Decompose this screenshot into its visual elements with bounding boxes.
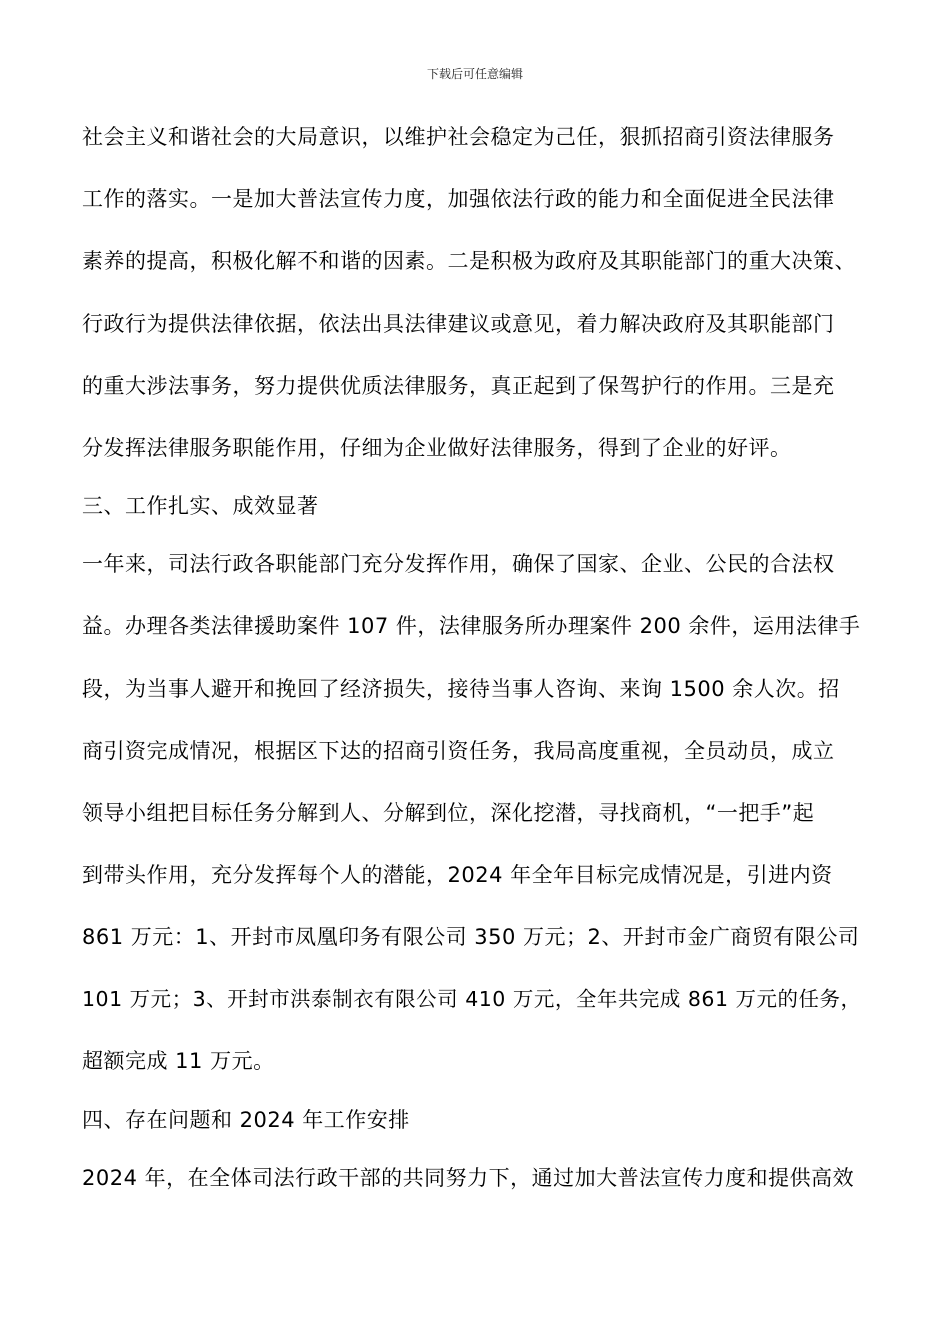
text-line: 的重大涉法事务，努力提供优质法律服务，真正起到了保驾护行的作用。三是充 [82,374,835,398]
text-line: 领导小组把目标任务分解到人、分解到位，深化挖潜，寻找商机，“一把手”起 [82,801,815,825]
text-line: 超额完成 11 万元。 [82,1049,275,1073]
page-header: 下载后可任意编辑 [426,67,523,81]
text-line: 素养的提高，积极化解不和谐的因素。二是积极为政府及其职能部门的重大决策、 [82,249,856,273]
text-line: 861 万元：1、开封市凤凰印务有限公司 350 万元；2、开封市金广商贸有限公司 [82,925,860,949]
section-heading: 四、存在问题和 2024 年工作安排 [82,1108,410,1132]
section-heading: 三、工作扎实、成效显著 [82,494,319,518]
text-line: 到带头作用，充分发挥每个人的潜能，2024 年全年目标完成情况是，引进内资 [82,863,833,887]
text-line: 101 万元；3、开封市洪泰制衣有限公司 410 万元，全年共完成 861 万元的任务， [82,987,862,1011]
text-line: 段，为当事人避开和挽回了经济损失，接待当事人咨询、来询 1500 余人次。招 [82,677,840,701]
text-line: 商引资完成情况，根据区下达的招商引资任务，我局高度重视，全员动员，成立 [82,739,835,763]
text-line: 工作的落实。一是加大普法宣传力度，加强依法行政的能力和全面促进全民法律 [82,187,835,211]
text-line: 分发挥法律服务职能作用，仔细为企业做好法律服务，得到了企业的好评。 [82,436,792,460]
text-line: 2024 年，在全体司法行政干部的共同努力下，通过加大普法宣传力度和提供高效 [82,1166,855,1190]
text-line: 一年来，司法行政各职能部门充分发挥作用，确保了国家、企业、公民的合法权 [82,552,835,576]
text-line: 行政行为提供法律依据，依法出具法律建议或意见，着力解决政府及其职能部门 [82,312,835,336]
text-line: 社会主义和谐社会的大局意识，以维护社会稳定为己任，狠抓招商引资法律服务 [82,125,835,149]
text-line: 益。办理各类法律援助案件 107 件，法律服务所办理案件 200 余件，运用法律手 [82,614,861,638]
